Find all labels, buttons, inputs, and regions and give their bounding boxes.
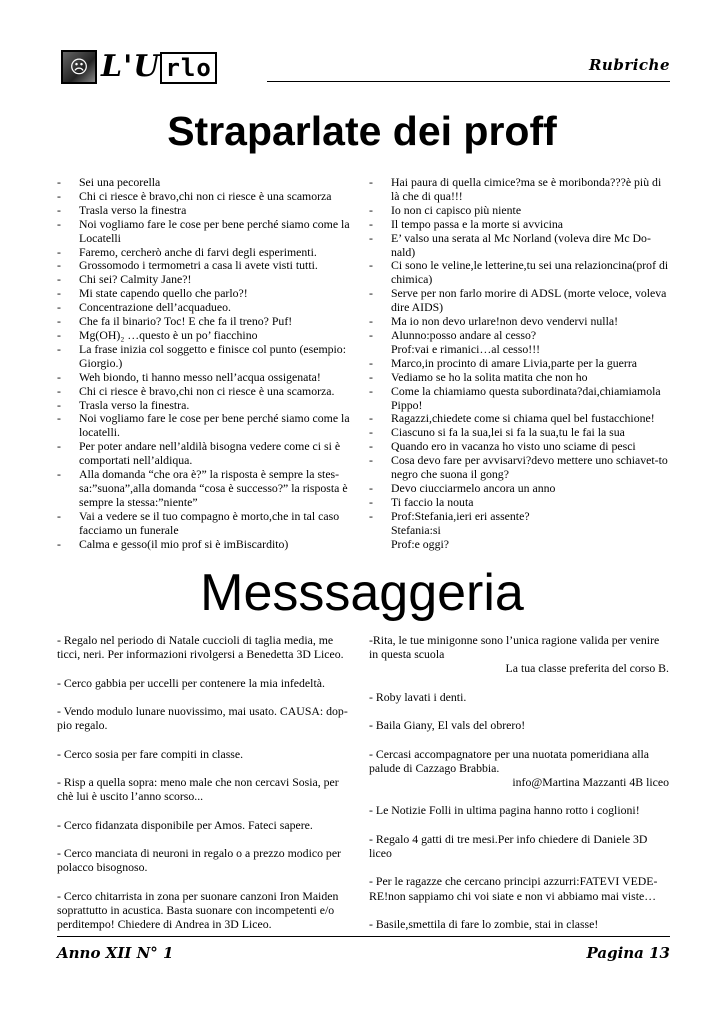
quote-item: - Sei una pecorella	[57, 176, 355, 190]
ad-item	[57, 818, 353, 832]
ad-text: - Risp a quella sopra: meno male che non cercavi Sosia, per chè lui è uscito l’anno scorso...	[57, 774, 339, 804]
ad-signature: info@Martina Mazzanti 4B liceo	[512, 774, 669, 789]
section-title-straparlate: Straparlate dei proff	[167, 108, 557, 154]
quote-item: - Trasla verso la finestra	[57, 204, 355, 218]
logo-text-box: rlo	[160, 52, 216, 84]
ad-text: - Vendo modulo lunare nuovissimo, mai usato. CAUSA: dop-pio regalo.	[57, 703, 348, 733]
quote-item: - Hai paura di quella cimice?ma se è moribonda???è più di là che di qua!!!	[369, 176, 669, 204]
header-rule	[267, 81, 670, 82]
ad-item	[57, 775, 353, 803]
ad-item	[369, 917, 669, 931]
quote-item: - Cosa devo fare per avvisarvi?devo mettere uno schiavet-to negro che suona il gong?	[369, 454, 669, 482]
quote-item: - Io non ci capisco più niente	[369, 204, 669, 218]
newspaper-logo	[61, 50, 261, 84]
ad-item	[369, 747, 669, 790]
quote-item: - Concentrazione dell’acquadueo.	[57, 301, 355, 315]
ad-text: - Regalo 4 gatti di tre mesi.Per info chiedere di Daniele 3D liceo	[369, 831, 648, 860]
ad-item	[369, 633, 669, 676]
ad-text: -Rita, le tue minigonne sono l’unica ragione valida per venire in questa scuola	[369, 633, 660, 662]
quote-item: - La frase inizia col soggetto e finisce col punto (esempio: Giorgio.)	[57, 343, 355, 371]
ad-item	[57, 846, 353, 874]
quote-item: Stefania:si	[391, 522, 441, 537]
ads-column-left	[57, 633, 353, 945]
quote-item: - Ma io non devo urlare!non devo vendervi nulla!	[369, 315, 669, 329]
quote-item: - Noi vogliamo fare le cose per bene perché siamo come la Locatelli	[57, 218, 355, 246]
quote-item: - Come la chiamiamo questa subordinata?dai,chiamiamola Pippo!	[369, 385, 669, 413]
page-number: Pagina 13	[586, 944, 670, 962]
footer-rule	[57, 936, 670, 937]
ad-text: - Le Notizie Folli in ultima pagina hanno rotto i coglioni!	[369, 803, 640, 818]
ad-text: - Cerco manciata di neuroni in regalo o a prezzo modico per polacco bisognoso.	[57, 845, 341, 875]
logo-text-main: L'U	[101, 48, 161, 84]
ad-signature: La tua classe preferita del corso B.	[505, 661, 669, 676]
ad-text: - Cerco gabbia per uccelli per contenere la mia infedeltà.	[57, 675, 325, 690]
ad-item	[369, 874, 669, 902]
quote-item: - Grossomodo i termometri a casa li avete visti tutti.	[57, 259, 355, 273]
quote-item: - Faremo, cercherò anche di farvi degli esperimenti.	[57, 246, 355, 260]
ad-text: - Baila Giany, El vals del obrero!	[369, 718, 526, 733]
issue-number: Anno XII N° 1	[57, 944, 174, 962]
quote-item: Prof:vai e rimanici…al cesso!!!	[391, 341, 541, 356]
quote-item: - Noi vogliamo fare le cose per bene perché siamo come la locatelli.	[57, 412, 355, 440]
quote-item: - Il tempo passa e la morte si avvicina	[369, 218, 669, 232]
page-header	[57, 50, 670, 86]
quote-item: - Vai a vedere se il tuo compagno è morto,che in tal caso facciamo un funerale	[57, 510, 355, 538]
ad-item	[369, 832, 669, 860]
quote-item: - Vediamo se ho la solita matita che non ho	[369, 371, 669, 385]
quote-item: - Devo ciucciarmelo ancora un anno	[369, 482, 669, 496]
quote-item: - Per poter andare nell’aldilà bisogna vedere come ci si è comportati nell’aldiqua.	[57, 440, 355, 468]
quote-item: - Che fa il binario? Toc! E che fa il treno? Puf!	[57, 315, 355, 329]
ad-text: - Cerco chitarrista in zona per suonare canzoni Iron Maiden soprattutto in acustica. Basta suonare con incompetenti e/o perditempo! Chiedere di Andrea in 3D Liceo.	[57, 888, 339, 931]
ad-text: - Basile,smettila di fare lo zombie, stai in classe!	[369, 916, 599, 931]
quotes-list-right	[369, 176, 669, 551]
quote-item: - Serve per non farlo morire di ADSL (morte veloce, voleva dire AIDS)	[369, 287, 669, 315]
ad-item	[57, 747, 353, 761]
scream-face-icon: ☹	[61, 50, 97, 84]
quote-item: - Ti faccio la nouta	[369, 496, 669, 510]
ad-text: - Cerco fidanzata disponibile per Amos. Fateci sapere.	[57, 817, 313, 832]
quote-item: - Ci sono le veline,le letterine,tu sei una relazioncina(prof di chimica)	[369, 259, 669, 287]
quote-item: - Alla domanda “che ora è?” la risposta è sempre la stes-sa:”suona”,alla domanda “cosa è successo?” la risposta è sempre la stessa:”niente”	[57, 468, 355, 510]
quote-item: - Chi ci riesce è bravo,chi non ci riesce è una scamorza	[57, 190, 355, 204]
ad-text: - Roby lavati i denti.	[369, 689, 467, 704]
quote-item: - Marco,in procinto di amare Livia,parte per la guerra	[369, 357, 669, 371]
quote-item: - Chi sei? Calmity Jane?!	[57, 273, 355, 287]
quotes-list-left	[57, 176, 355, 551]
quote-item: - Alunno:posso andare al cesso?	[369, 329, 669, 343]
quote-item: - Mg(OH)₂ …questo è un po’ fiacchino	[57, 329, 355, 343]
quote-item: - Chi ci riesce è bravo,chi non ci riesce è una scamorza.	[57, 385, 355, 399]
section-title-messaggeria: Messsaggeria	[200, 564, 524, 622]
ad-item	[369, 718, 669, 732]
section-label: Rubriche	[588, 56, 670, 74]
ad-item	[57, 889, 353, 932]
ad-item	[57, 676, 353, 690]
quote-item: - E’ valso una serata al Mc Norland (voleva dire Mc Do-nald)	[369, 232, 669, 260]
quote-item: - Trasla verso la finestra.	[57, 399, 355, 413]
quote-item: - Quando ero in vacanza ho visto uno sciame di pesci	[369, 440, 669, 454]
logo-text	[101, 50, 217, 85]
ad-text: - Regalo nel periodo di Natale cuccioli di taglia media, me ticci, neri. Per informazioni rivolgersi a Benedetta 3D Liceo.	[57, 633, 344, 662]
ad-item	[369, 803, 669, 817]
quote-item: Prof:e oggi?	[391, 536, 449, 551]
ad-text: - Cerco sosia per fare compiti in classe.	[57, 746, 244, 761]
ads-column-right	[369, 633, 669, 945]
quote-item: - Mi state capendo quello che parlo?!	[57, 287, 355, 301]
quote-item: - Ciascuno si fa la sua,lei si fa la sua,tu le fai la sua	[369, 426, 669, 440]
quote-item: - Calma e gesso(il mio prof si è imBiscardito)	[57, 538, 355, 552]
quote-item: - Weh biondo, ti hanno messo nell’acqua ossigenata!	[57, 371, 355, 385]
ad-item	[369, 690, 669, 704]
ad-item	[57, 704, 353, 732]
ad-text: - Per le ragazze che cercano principi azzurri:FATEVI VEDE-RE!non sappiamo chi voi siate e non vi abbiamo mai viste…	[369, 874, 658, 903]
ad-item	[57, 633, 353, 661]
ad-text: - Cercasi accompagnatore per una nuotata pomeridiana alla palude di Cazzago Brabbia.	[369, 746, 650, 775]
quote-item: - Prof:Stefania,ieri eri assente?	[369, 510, 669, 524]
quote-item: - Ragazzi,chiedete come si chiama quel bel fustacchione!	[369, 412, 669, 426]
